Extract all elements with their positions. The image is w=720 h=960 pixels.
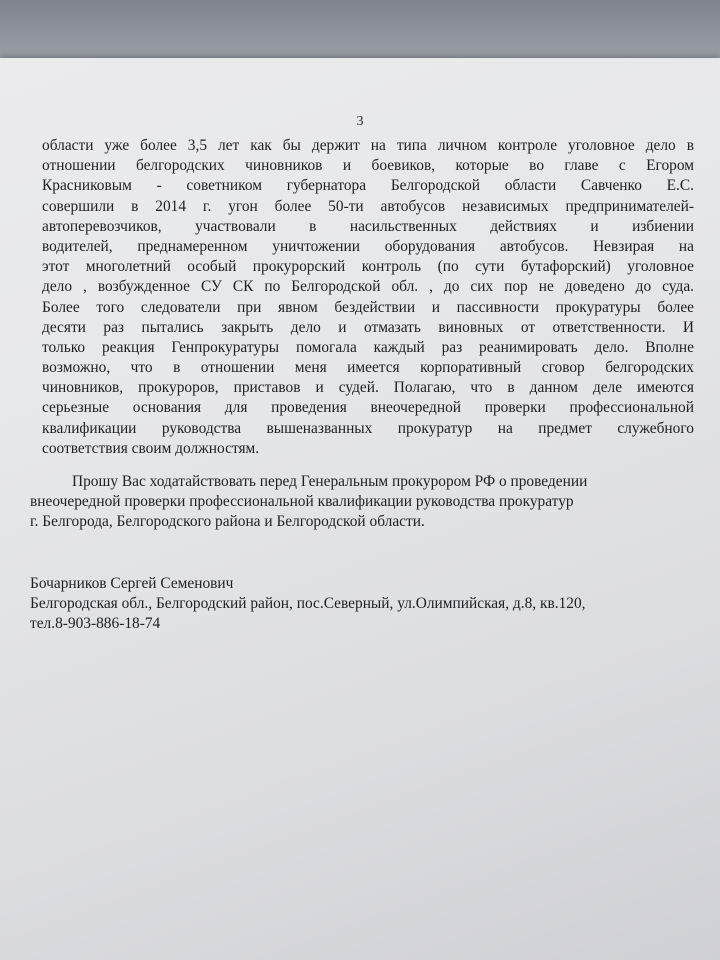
paragraph-line: области уже более 3,5 лет как бы держит на типа личном контроле уголовное дело в xyxy=(42,137,694,154)
paragraph-line: отношении белгородских чиновников и боевиков, которые во главе с Егором xyxy=(42,157,694,175)
paragraph-line: автоперевозчиков, участвовали в насильственных действиях и избиении xyxy=(42,217,694,235)
paragraph-line: Прошу Вас ходатайствовать перед Генеральным прокурором РФ о проведении xyxy=(72,473,588,490)
letter-paragraph-2 xyxy=(30,472,694,533)
paragraph-line: десяти раз пытались закрыть дело и отмазать виновных от ответственности. И xyxy=(42,318,694,336)
paragraph-line: г. Белгорода, Белгородского района и Белгородской области. xyxy=(30,513,425,531)
signer-address: Белгородская обл., Белгородский район, пос.Северный, ул.Олимпийская, д.8, кв.120, xyxy=(30,595,586,613)
paragraph-line: водителей, преднамеренном уничтожении оборудования автобусов. Невзирая на xyxy=(42,237,694,255)
paragraph-line: этот многолетний особый прокурорский контроль (по сути бутафорский) уголовное xyxy=(42,258,694,276)
signature-block xyxy=(30,574,720,635)
paragraph-line: Более того следователи при явном бездействии и пассивности прокуратуры более xyxy=(42,298,694,316)
paragraph-line: серьезные основания для проведения внеочередной проверки профессиональной xyxy=(42,399,694,417)
paragraph-line: Красниковым - советником губернатора Белгородской области Савченко Е.С. xyxy=(42,177,694,195)
signer-name: Бочарников Сергей Семенович xyxy=(30,575,234,592)
paragraph-line: возможно, что в отношении меня имеется корпоративный сговор белгородских xyxy=(42,359,694,377)
paragraph-line: квалификации руководства вышеназванных прокуратур на предмет служебного xyxy=(42,419,694,437)
paragraph-line: только реакция Генпрокуратуры помогала каждый раз реанимировать дело. Вполне xyxy=(42,338,694,356)
letter-paragraph-1 xyxy=(42,136,694,459)
paragraph-line: чиновников, прокуроров, приставов и судей. Полагаю, что в данном деле имеются xyxy=(42,379,694,397)
signer-phone: тел.8-903-886-18-74 xyxy=(30,615,161,633)
paragraph-line: дело , возбужденное СУ СК по Белгородской обл. , до сих пор не доведено до суда. xyxy=(42,278,694,296)
paragraph-line: внеочередной проверки профессиональной квалификации руководства прокуратур xyxy=(30,493,574,511)
page-number: 3 xyxy=(356,114,364,129)
paragraph-line: соответствия своим должностям. xyxy=(42,439,260,457)
paragraph-line: совершили в 2014 г. угон более 50-ти автобусов независимых предпринимателей- xyxy=(42,197,694,215)
